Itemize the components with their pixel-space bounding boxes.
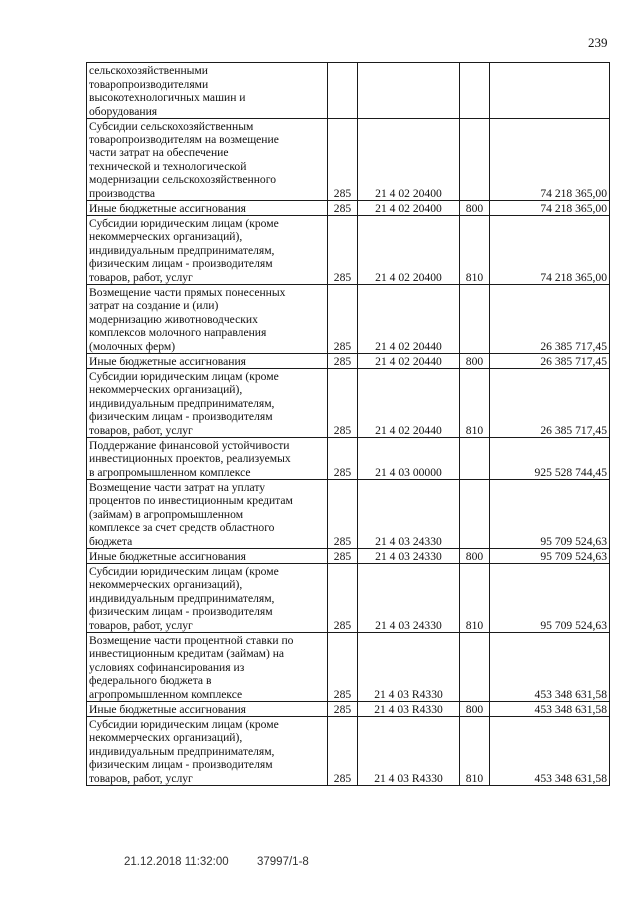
table-row xyxy=(87,438,610,480)
row-classification-text: 21 4 03 R4330 xyxy=(374,702,443,716)
table-row xyxy=(87,480,610,549)
row-name-cell xyxy=(87,480,328,549)
table-row xyxy=(87,702,610,717)
row-amount-cell xyxy=(490,201,610,216)
row-amount-cell xyxy=(490,63,610,119)
row-classification-text: 21 4 02 20440 xyxy=(375,339,442,353)
budget-table-body xyxy=(87,63,610,786)
row-name-cell xyxy=(87,549,328,564)
row-expense-type-cell xyxy=(460,216,490,285)
row-name-text: Возмещение части процентной ставки по инвестиционным кредитам (займам) на условиях софинансирования из федерального бюджета в агропромышленном комплексе xyxy=(89,633,294,701)
row-name-text: Субсидии юридическим лицам (кроме некоммерческих организаций), индивидуальным предпринимателям, физическим лицам - производителям товаров, работ, услуг xyxy=(89,717,279,785)
row-amount-text: 453 348 631,58 xyxy=(534,771,607,785)
row-amount-cell xyxy=(490,369,610,438)
row-name-cell xyxy=(87,369,328,438)
row-name-cell xyxy=(87,285,328,354)
row-amount-cell xyxy=(490,216,610,285)
row-classification-text: 21 4 02 20440 xyxy=(375,423,442,437)
row-classification-cell xyxy=(358,480,460,549)
row-classification-cell xyxy=(358,63,460,119)
row-code-cell xyxy=(328,354,358,369)
page-number: 239 xyxy=(588,35,608,50)
row-code-cell xyxy=(328,438,358,480)
row-name-cell xyxy=(87,216,328,285)
row-classification-text: 21 4 03 R4330 xyxy=(374,687,443,701)
row-classification-text: 21 4 03 24330 xyxy=(375,549,442,563)
row-amount-cell xyxy=(490,564,610,633)
row-name-cell xyxy=(87,702,328,717)
row-amount-text: 453 348 631,58 xyxy=(534,702,607,716)
row-amount-text: 26 385 717,45 xyxy=(540,339,607,353)
row-classification-cell xyxy=(358,119,460,201)
row-classification-cell xyxy=(358,369,460,438)
row-amount-text: 95 709 524,63 xyxy=(540,549,607,563)
row-name-cell xyxy=(87,354,328,369)
row-classification-cell xyxy=(358,438,460,480)
row-code-text: 285 xyxy=(333,534,352,548)
row-name-cell xyxy=(87,564,328,633)
row-code-text: 285 xyxy=(333,423,352,437)
table-row xyxy=(87,369,610,438)
table-row xyxy=(87,549,610,564)
row-expense-type-cell xyxy=(460,480,490,549)
table-row xyxy=(87,63,610,119)
row-amount-cell xyxy=(490,549,610,564)
row-amount-cell xyxy=(490,438,610,480)
footer-timestamp: 21.12.2018 11:32:00 xyxy=(124,856,229,868)
table-row xyxy=(87,717,610,786)
row-classification-cell xyxy=(358,216,460,285)
row-code-text: 285 xyxy=(333,270,352,284)
row-code-cell xyxy=(328,549,358,564)
row-classification-cell xyxy=(358,564,460,633)
row-code-cell xyxy=(328,717,358,786)
row-amount-text: 26 385 717,45 xyxy=(540,423,607,437)
row-name-cell xyxy=(87,201,328,216)
row-expense-type-cell xyxy=(460,119,490,201)
row-expense-type-text: 800 xyxy=(465,549,484,563)
row-expense-type-cell xyxy=(460,549,490,564)
row-amount-cell xyxy=(490,119,610,201)
row-amount-text: 453 348 631,58 xyxy=(534,687,607,701)
row-code-text: 285 xyxy=(333,618,352,632)
row-expense-type-cell xyxy=(460,63,490,119)
row-expense-type-cell xyxy=(460,564,490,633)
row-code-cell xyxy=(328,285,358,354)
table-row xyxy=(87,216,610,285)
row-amount-text: 74 218 365,00 xyxy=(540,201,607,215)
row-classification-text: 21 4 03 R4330 xyxy=(374,771,443,785)
row-expense-type-text: 800 xyxy=(465,702,484,716)
row-expense-type-cell xyxy=(460,633,490,702)
row-name-text: Субсидии юридическим лицам (кроме некоммерческих организаций), индивидуальным предпринимателям, физическим лицам - производителям товаров, работ, услуг xyxy=(89,369,279,437)
row-amount-text: 74 218 365,00 xyxy=(540,186,607,200)
row-name-cell xyxy=(87,63,328,119)
row-amount-cell xyxy=(490,717,610,786)
row-code-cell xyxy=(328,216,358,285)
row-code-cell xyxy=(328,633,358,702)
row-amount-cell xyxy=(490,285,610,354)
table-row xyxy=(87,564,610,633)
row-expense-type-text: 810 xyxy=(465,423,484,437)
row-code-text: 285 xyxy=(333,549,352,563)
row-classification-text: 21 4 02 20400 xyxy=(375,270,442,284)
row-amount-text: 26 385 717,45 xyxy=(540,354,607,368)
row-code-text: 285 xyxy=(333,687,352,701)
row-name-text: Субсидии юридическим лицам (кроме некоммерческих организаций), индивидуальным предпринимателям, физическим лицам - производителям товаров, работ, услуг xyxy=(89,216,279,284)
row-name-cell xyxy=(87,119,328,201)
row-expense-type-cell xyxy=(460,369,490,438)
row-name-text: сельскохозяйственными товаропроизводителями высокотехнологичных машин и оборудования xyxy=(89,64,246,118)
row-code-text: 285 xyxy=(333,702,352,716)
row-expense-type-cell xyxy=(460,201,490,216)
row-expense-type-cell xyxy=(460,702,490,717)
table-row xyxy=(87,201,610,216)
row-expense-type-cell xyxy=(460,717,490,786)
row-amount-cell xyxy=(490,702,610,717)
row-name-text: Иные бюджетные ассигнования xyxy=(89,201,246,215)
row-name-text: Возмещение части затрат на уплату процентов по инвестиционным кредитам (займам) в агропромышленном комплексе за счет средств областного бюджета xyxy=(89,480,293,548)
row-amount-text: 95 709 524,63 xyxy=(540,618,607,632)
row-classification-cell xyxy=(358,354,460,369)
row-name-cell xyxy=(87,633,328,702)
row-code-text: 285 xyxy=(333,186,352,200)
row-expense-type-text: 810 xyxy=(465,618,484,632)
row-code-text: 285 xyxy=(333,465,352,479)
row-code-cell xyxy=(328,702,358,717)
row-expense-type-text: 800 xyxy=(465,354,484,368)
row-code-cell xyxy=(328,564,358,633)
row-name-text: Иные бюджетные ассигнования xyxy=(89,702,246,716)
row-name-cell xyxy=(87,438,328,480)
row-code-cell xyxy=(328,201,358,216)
row-amount-text: 95 709 524,63 xyxy=(540,534,607,548)
row-name-text: Субсидии сельскохозяйственным товаропроизводителям на возмещение части затрат на обеспечение технической и технологической модернизации сельскохозяйственного производства xyxy=(89,119,279,200)
row-expense-type-text: 810 xyxy=(465,771,484,785)
row-classification-cell xyxy=(358,717,460,786)
row-expense-type-text: 800 xyxy=(465,201,484,215)
row-classification-cell xyxy=(358,633,460,702)
row-amount-text: 925 528 744,45 xyxy=(534,465,607,479)
row-classification-text: 21 4 02 20400 xyxy=(375,201,442,215)
row-classification-text: 21 4 03 24330 xyxy=(375,534,442,548)
row-name-text: Возмещение части прямых понесенных затрат на создание и (или) модернизацию животноводческих комплексов молочного направления (молочных ферм) xyxy=(89,285,286,353)
row-expense-type-cell xyxy=(460,438,490,480)
row-code-text: 285 xyxy=(333,339,352,353)
row-classification-cell xyxy=(358,702,460,717)
row-code-text: 285 xyxy=(333,354,352,368)
footer-doc-id: 37997/1-8 xyxy=(257,856,309,868)
table-row xyxy=(87,119,610,201)
row-name-text: Субсидии юридическим лицам (кроме некоммерческих организаций), индивидуальным предпринимателям, физическим лицам - производителям товаров, работ, услуг xyxy=(89,564,279,632)
table-row xyxy=(87,285,610,354)
row-code-text: 285 xyxy=(333,771,352,785)
row-classification-text: 21 4 02 20440 xyxy=(375,354,442,368)
row-classification-cell xyxy=(358,285,460,354)
row-code-cell xyxy=(328,119,358,201)
row-amount-cell xyxy=(490,480,610,549)
row-code-text: 285 xyxy=(333,201,352,215)
row-amount-cell xyxy=(490,633,610,702)
table-row xyxy=(87,354,610,369)
row-classification-text: 21 4 03 24330 xyxy=(375,618,442,632)
row-code-cell xyxy=(328,480,358,549)
row-name-text: Иные бюджетные ассигнования xyxy=(89,354,246,368)
row-name-text: Поддержание финансовой устойчивости инвестиционных проектов, реализуемых в агропромышленном комплексе xyxy=(89,438,291,479)
row-classification-text: 21 4 02 20400 xyxy=(375,186,442,200)
row-expense-type-text: 810 xyxy=(465,270,484,284)
row-code-cell xyxy=(328,369,358,438)
table-row xyxy=(87,633,610,702)
row-name-cell xyxy=(87,717,328,786)
row-classification-text: 21 4 03 00000 xyxy=(375,465,442,479)
row-amount-cell xyxy=(490,354,610,369)
row-expense-type-cell xyxy=(460,354,490,369)
row-classification-cell xyxy=(358,549,460,564)
row-amount-text: 74 218 365,00 xyxy=(540,270,607,284)
row-code-cell xyxy=(328,63,358,119)
row-expense-type-cell xyxy=(460,285,490,354)
budget-table xyxy=(86,62,610,786)
row-classification-cell xyxy=(358,201,460,216)
row-name-text: Иные бюджетные ассигнования xyxy=(89,549,246,563)
